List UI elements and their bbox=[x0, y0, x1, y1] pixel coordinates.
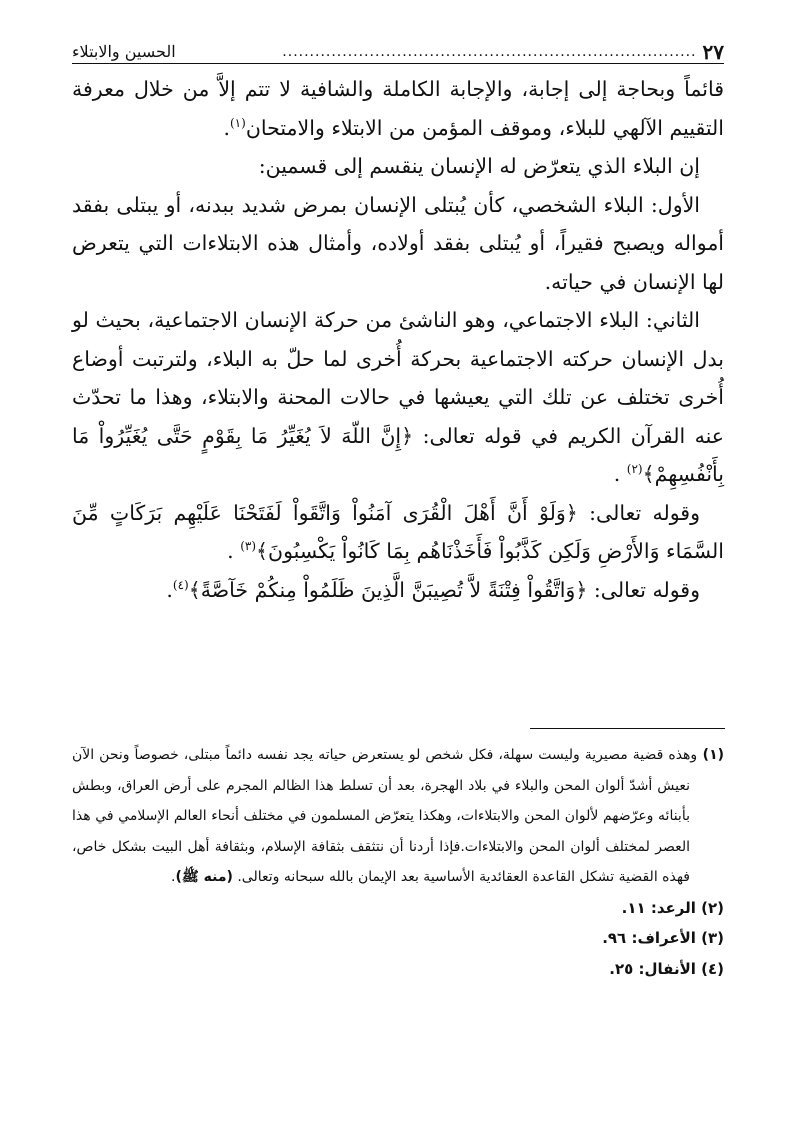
footnote-text: وهذه قضية مصيرية وليست سهلة، فكل شخص لو يستعرض حياته يجد نفسه دائماً مبتلى، خصوصاً ونحن الآن نعيش أشدّ ألوان المحن والبلاء في بلاد الهجرة، بعد أن تسلط هذا الظالم المجرم على أرض العراق، وبطش بأبنائه وعرّضهم لألوان المحن والابتلاءات، وهكذا يتعرّض المسلمون في مختلف أنحاء العالم الإسلامي في هذا العصر لمختلف ألوان المحن والابتلاءات.فإذا أردنا أن نتثقف بثقافة الإسلام، وبثقافة أهل البيت بشكل خاص، فهذه القضية تشكل القاعدة العقائدية الأساسية بعد الإيمان بالله سبحانه وتعالى. bbox=[72, 747, 698, 885]
footnote-signature: (منه ﷺ) bbox=[175, 869, 233, 885]
footnote-item: (٣) الأعراف: ٩٦. bbox=[602, 929, 724, 947]
paragraph-text: إن البلاء الذي يتعرّض له الإنسان ينقسم إلى قسمين: bbox=[258, 154, 700, 178]
footnote-number: (١) bbox=[697, 747, 725, 763]
paragraph bbox=[72, 494, 724, 571]
paragraph-text: وقوله تعالى: bbox=[589, 500, 700, 525]
paragraph-text: وقوله تعالى: bbox=[593, 577, 700, 602]
footnote-item: (٤) الأنفال: ٢٥. bbox=[609, 959, 724, 978]
page-number: ٢٧ bbox=[702, 40, 724, 64]
footnote-item: (٢) الرعد: ١١. bbox=[621, 898, 724, 917]
quran-verse: ﴿وَلَوْ أَنَّ أَهْلَ الْقُرَى آمَنُواْ وَاتَّقَواْ لَفَتَحْنَا عَلَيْهِم بَرَكَاتٍ مِّنَ السَّمَاء وَالأَرْضِ وَلَكِن كَذَّبُواْ فَأَخَذْنَاهُم بِمَا كَانُواْ يَكْسِبُونَ﴾ bbox=[72, 500, 724, 563]
paragraph-text: الثاني: البلاء الاجتماعي، وهو الناشئ من حركة الإنسان الاجتماعية، بحيث لو بدل الإنسان حركته الاجتماعية بحركة أُخرى لما حلّ به البلاء، ولترتبت أوضاع أُخرى تختلف عن تلك التي يعيشها في حالات المحنة والابتلاء، وهذا ما تحدّث عنه القرآن الكريم في قوله تعالى: bbox=[72, 308, 724, 448]
header-rule bbox=[72, 63, 724, 64]
footnotes bbox=[72, 740, 724, 984]
header-dot-leader: ............................................................................ bbox=[282, 44, 697, 60]
running-title: الحسين والابتلاء bbox=[72, 42, 176, 61]
paragraph bbox=[72, 186, 724, 302]
punctuation: . bbox=[223, 115, 230, 140]
punctuation: . bbox=[166, 577, 173, 602]
paragraph bbox=[72, 147, 724, 186]
footnote-separator bbox=[530, 728, 725, 729]
main-text bbox=[72, 70, 724, 609]
paragraph bbox=[72, 70, 724, 147]
quran-verse: ﴿إِنَّ اللّهَ لاَ يُغَيِّرُ مَا بِقَوْمٍ حَتَّى يُغَيِّرُواْ مَا بِأَنْفُسِهِمْ﴾ bbox=[72, 423, 724, 486]
footnote-ref[interactable]: (٣) bbox=[240, 539, 257, 554]
paragraph bbox=[72, 571, 724, 610]
footnote-ref[interactable]: (٢) bbox=[626, 462, 643, 477]
paragraph-text: قائماً وبحاجة إلى إجابة، والإجابة الكاملة والشافية لا تتم إلاَّ من خلال معرفة التقييم الآلهي للبلاء، وموقف المؤمن من الابتلاء والامتحان bbox=[72, 77, 724, 140]
footnote-ref[interactable]: (١) bbox=[229, 115, 246, 130]
punctuation: . bbox=[613, 462, 627, 486]
punctuation: . bbox=[170, 869, 176, 885]
paragraph bbox=[72, 301, 724, 494]
quran-verse: ﴿وَاتَّقُواْ فِتْنَةً لاَّ تُصِيبَنَّ الَّذِينَ ظَلَمُواْ مِنكُمْ خَآصَّةً﴾ bbox=[188, 577, 588, 602]
punctuation: . bbox=[227, 539, 241, 563]
footnote-ref[interactable]: (٤) bbox=[172, 577, 189, 592]
footnote-item bbox=[72, 740, 724, 893]
running-header bbox=[72, 30, 724, 62]
paragraph-text: الأول: البلاء الشخصي، كأن يُبتلى الإنسان بمرض شديد ببدنه، أو يبتلى بفقد أمواله ويصبح فقيراً، أو يُبتلى بفقد أولاده، وأمثال هذه الابتلاءات التي يتعرض لها الإنسان في حياته. bbox=[72, 192, 724, 294]
